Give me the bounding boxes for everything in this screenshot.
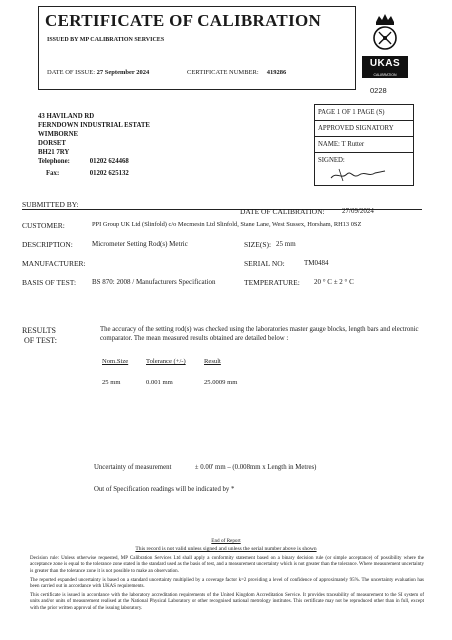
certificate-number-value: 419286 <box>266 69 287 76</box>
date-of-calibration-label: DATE OF CALIBRATION: <box>240 207 325 216</box>
table-cell-result: 25.0009 mm <box>204 379 238 386</box>
telephone-value: 01202 624468 <box>89 158 129 165</box>
certificate-title: CERTIFICATE OF CALIBRATION <box>45 11 322 30</box>
submitted-by-label: SUBMITTED BY: <box>22 200 79 209</box>
basis-of-test-label: BASIS OF TEST: <box>22 278 77 287</box>
footer-notes <box>30 556 424 615</box>
temperature-label: TEMPERATURE: <box>244 278 300 287</box>
table-cell-nominal-size: 25 mm <box>102 379 121 386</box>
issued-by: ISSUED BY MP CALIBRATION SERVICES <box>47 37 165 43</box>
serial-value: TM0484 <box>304 259 329 267</box>
manufacturer-label: MANUFACTURER: <box>22 259 86 268</box>
footer-paragraph: This certificate is issued in accordance with the laboratory accreditation requirements of the United Kingdom Accreditation Service. It provides traceability of measurement to the SI system of units and/or units of measurement realised at the National Physical Laboratory or other recognised national metrology institutes. This certificate may not be reproduced other than in full, except with the prior written approval of the issuing laboratory. <box>30 593 424 611</box>
description-value: Micrometer Setting Rod(s) Metric <box>92 240 188 248</box>
ukas-lab-number: 0228 <box>370 86 387 95</box>
fax-label: Fax: <box>46 170 60 177</box>
results-description: The accuracy of the setting rod(s) was checked using the laboratories master gauge blocks, length bars and electronic comparator. The mean measured results obtained are detailed below : <box>100 326 419 342</box>
address-line: 43 HAVILAND RD <box>38 113 95 120</box>
size-label: SIZE(S): <box>244 240 272 249</box>
approved-signatory: APPROVED SIGNATORY <box>315 121 413 137</box>
fax-value: 01202 625132 <box>89 170 129 177</box>
telephone-label: Telephone: <box>38 158 70 165</box>
address-line: WIMBORNE <box>38 131 79 138</box>
issuer-contact <box>38 156 129 180</box>
certificate-number <box>187 69 286 76</box>
end-of-report: End of Report <box>211 538 241 544</box>
uncertainty-value: ± 0.00' mm – (0.008mm x Length in Metres) <box>194 464 317 471</box>
date-of-calibration-value: 27/09/2024 <box>342 207 374 215</box>
results-heading-line: RESULTS <box>22 326 56 335</box>
column-header-tolerance: Tolerance (+/-) <box>146 358 186 365</box>
date-of-issue-value: 27 September 2024 <box>96 69 150 76</box>
results-heading-line: OF TEST: <box>24 336 58 345</box>
basis-of-test-value: BS 870: 2008 / Manufacturers Specification <box>92 278 216 286</box>
date-of-issue-label: DATE OF ISSUE: <box>47 69 96 76</box>
signatory-name: NAME: T Rutter <box>315 137 413 153</box>
customer-label: CUSTOMER: <box>22 221 65 230</box>
certificate-number-label: CERTIFICATE NUMBER: <box>187 69 259 76</box>
validity-note: This record is not valid unless signed and unless the serial number above is shown <box>135 546 317 552</box>
column-header-nominal-size: Nom.Size <box>102 358 129 365</box>
ukas-subtitle: CALIBRATION <box>362 72 408 78</box>
crown-emblem-icon <box>362 10 408 56</box>
temperature-value: 20 ° C ± 2 ° C <box>314 278 354 286</box>
footer-paragraph: The reported expanded uncertainty is based on a standard uncertainty multiplied by a coverage factor k=2 providing a level of confidence of approximately 95%. The uncertainty evaluation has been carried out in accordance with UKAS requirements. <box>30 577 424 590</box>
date-of-issue <box>47 69 149 76</box>
description-label: DESCRIPTION: <box>22 240 73 249</box>
uncertainty-row <box>94 464 316 471</box>
signed-label: SIGNED: <box>318 157 345 164</box>
table-cell-tolerance: 0.001 mm <box>146 379 173 386</box>
size-value: 25 mm <box>276 240 296 248</box>
address-line: FERNDOWN INDUSTRIAL ESTATE <box>38 122 150 129</box>
ukas-wordmark: UKAS <box>362 56 408 72</box>
telephone-row <box>38 156 129 168</box>
customer-value: PPI Group UK Ltd (Slinfold) c/o Mecmesin Ltd Slinfold, Stane Lane, West Sussex, Horsham, RH13 0SZ <box>92 221 362 228</box>
serial-label: SERIAL NO: <box>244 259 285 268</box>
out-of-spec-note: Out of Specification readings will be indicated by * <box>94 486 235 493</box>
uncertainty-label: Uncertainty of measurement <box>94 464 172 471</box>
address-line: DORSET <box>38 140 66 147</box>
fax-row <box>38 168 129 180</box>
footer-paragraph: Decision rule: Unless otherwise requested, MP Calibration Services Ltd shall apply a conformity statement based on a binary decision rule (or simple acceptance) of possibility where the acceptance zone is equal to the tolerance zone stated in the standard used as the basis of test, and a measurement uncertainty which is not greater than the tolerance. Where measurement uncertainty is greater than the tolerance zone it is not possible to make an observation. <box>30 556 424 574</box>
signed-cell <box>315 153 413 185</box>
ukas-logo <box>362 10 408 78</box>
column-header-result: Result <box>204 358 221 365</box>
address-line: BH21 7RY <box>38 149 70 156</box>
certificate-header <box>38 6 356 90</box>
results-heading <box>22 326 57 346</box>
page-count: PAGE 1 OF 1 PAGE (S) <box>315 105 413 121</box>
issuer-address <box>38 112 150 157</box>
signatory-box <box>314 104 414 186</box>
handwritten-signature <box>329 165 389 183</box>
